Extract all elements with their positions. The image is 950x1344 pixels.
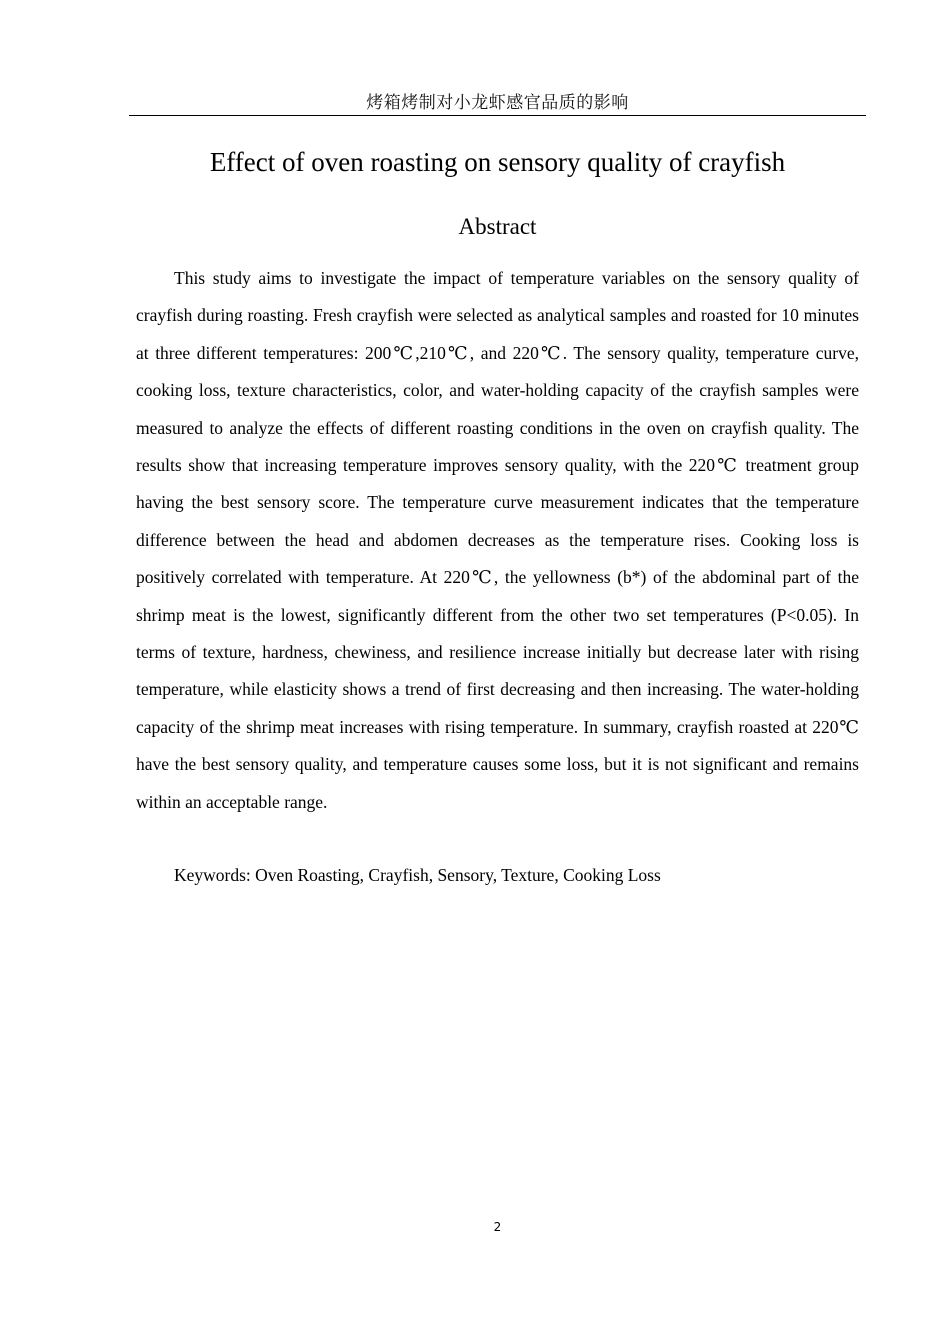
header-divider: [129, 115, 866, 116]
abstract-paragraph: This study aims to investigate the impact of temperature variables on the sensory quality of crayfish during roasting. Fresh crayfish were selected as analytical samples and roasted for 10 minutes at three different temperatures: 200℃,210℃, and 220℃. The sensory quality, temperature curve, cooking loss, texture characteristics, color, and water-holding capacity of the crayfish samples were measured to analyze the effects of different roasting conditions in the oven on crayfish quality. The results show that increasing temperature improves sensory quality, with the 220℃ treatment group having the best sensory score. The temperature curve measurement indicates that the temperature difference between the head and abdomen decreases as the temperature rises. Cooking loss is positively correlated with temperature. At 220℃, the yellowness (b*) of the abdominal part of the shrimp meat is the lowest, significantly different from the other two set temperatures (P<0.05). In terms of texture, hardness, chewiness, and resilience increase initially but decrease later with rising temperature, while elasticity shows a trend of first decreasing and then increasing. The water-holding capacity of the shrimp meat increases with rising temperature. In summary, crayfish roasted at 220℃ have the best sensory quality, and temperature causes some loss, but it is not significant and remains within an acceptable range.: [136, 268, 859, 812]
page-number: 2: [493, 1220, 502, 1234]
keywords-line: Keywords: Oven Roasting, Crayfish, Sensory, Texture, Cooking Loss: [174, 865, 661, 885]
running-header: 烤箱烤制对小龙虾感官品质的影响: [366, 93, 629, 113]
abstract-heading: Abstract: [458, 214, 537, 239]
paper-title: Effect of oven roasting on sensory quality of crayfish: [209, 147, 786, 177]
